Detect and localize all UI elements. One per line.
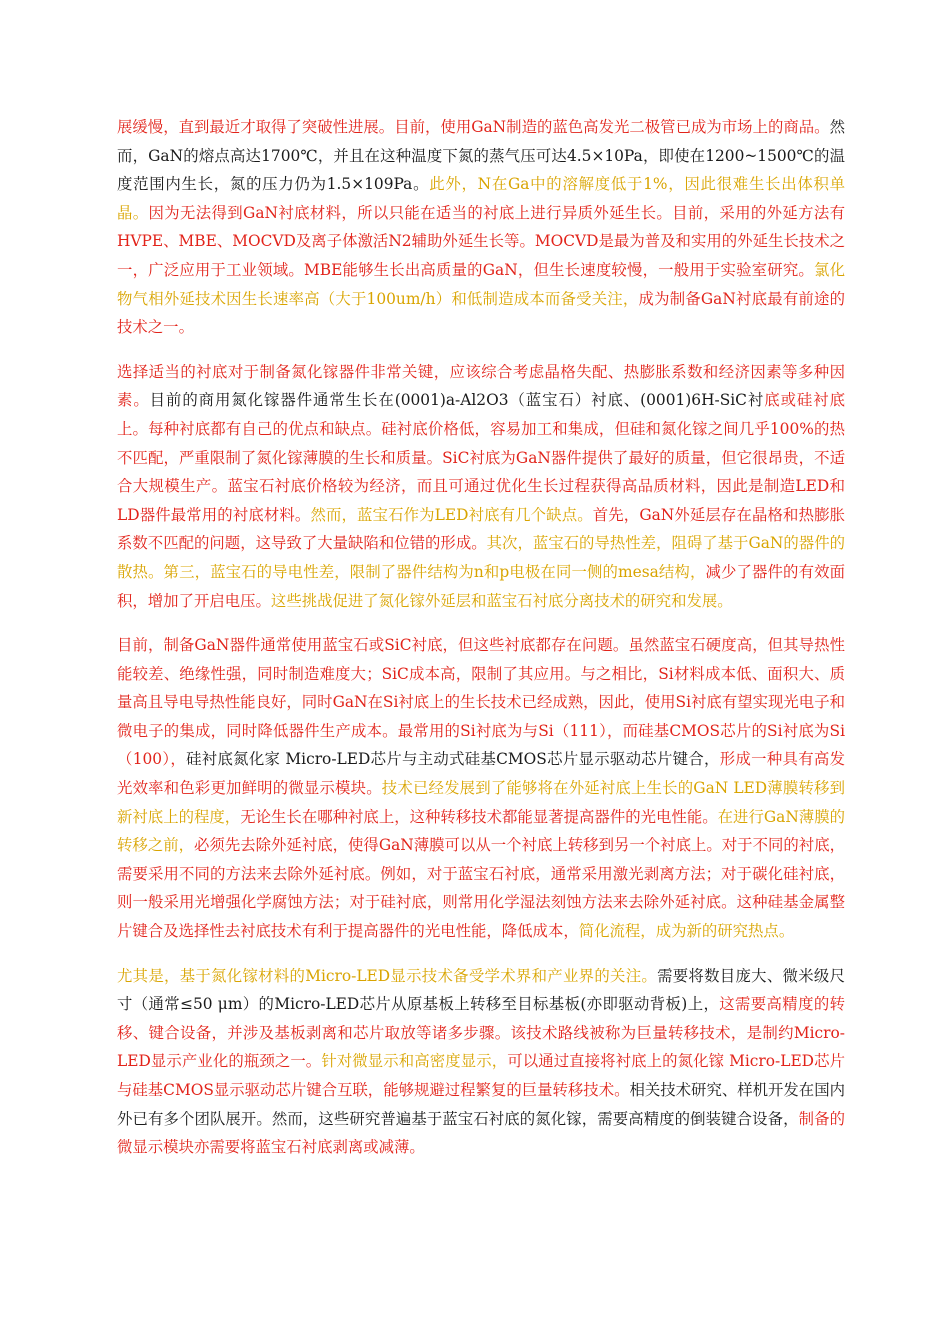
text-segment: 硅衬底氮化家 Micro-LED芯片与主动式硅基CMOS芯片显示驱动芯片键合， bbox=[186, 750, 720, 769]
text-segment: 然而，GaN的熔点高达1700℃，并且在这种温度下氮的蒸气压可达4.5×10Pa，即使在1200~1500℃的温度范围内生长，氮的压力仍为1.5×109Pa。 bbox=[117, 118, 845, 194]
text-segment: 因为无法得到GaN衬底材料，所以只能在适当的衬底上进行异质外延生长。目前，采用的外延方法有HVPE、MBE、MOCVD及离子体激活N2辅助外延生长等。MOCVD是最为普及和实用的外延生长技术之一，广泛应用于工业领域。MBE能够生长出高质量的GaN，但生长速度较慢，一般用于实验室研究。 bbox=[117, 203, 845, 279]
text-segment: 减少了器件的有效面积，增加了开启电压。 bbox=[117, 562, 845, 610]
text-segment: 其次，蓝宝石的导热性差，阻碍了基于GaN的器件的散热。第三，蓝宝石的导电性差，限制了器件结构为n和p电极在同一侧的mesa结构， bbox=[117, 534, 846, 581]
paragraph-2 bbox=[117, 358, 845, 615]
paragraph-1 bbox=[117, 113, 845, 342]
document-body bbox=[117, 113, 845, 1178]
text-segment: 目前的商用氮化镓器件通常生长在(0001)a-Al2O3（蓝宝石）衬底、(0001)6H-SiC衬 bbox=[149, 391, 765, 410]
paragraph-4 bbox=[117, 962, 845, 1162]
text-segment: 制备的微显示模块亦需要将蓝宝石衬底剥离或减薄。 bbox=[117, 1109, 845, 1157]
text-segment: 必须先去除外延衬底，使得GaN薄膜可以从一个衬底上转移到另一个衬底上。对于不同的衬底，需要采用不同的方法来去除外延衬底。例如，对于蓝宝石衬底，通常采用激光剥离方法；对于碳化硅衬底，则一般采用光增强化学腐蚀方法；对于硅衬底，则常用化学湿法刻蚀方法来去除外延衬底。这种硅基金属整片键合及选择性去衬底技术有利于提高器件的光电性能，降低成本， bbox=[117, 836, 845, 941]
text-segment: 然而，蓝宝石作为LED衬底有几个缺点。 bbox=[310, 505, 593, 524]
text-segment: 形成一种具有高发光效率和色彩更加鲜明的微显示模块。 bbox=[117, 750, 845, 798]
text-segment: 在进行GaN薄膜的转移之前， bbox=[117, 807, 845, 855]
paragraph-3 bbox=[117, 631, 845, 946]
text-segment: 需要将数目庞大、微米级尺寸（通常≤50 μm）的Micro-LED芯片从原基板上转移至目标基板(亦即驱动背板)上， bbox=[117, 966, 845, 1014]
text-segment: 此外，N在Ga中的溶解度低于1%，因此很难生长出体积单晶。 bbox=[117, 175, 846, 222]
text-segment: 底或硅衬底上。每种衬底都有自己的优点和缺点。硅衬底价格低，容易加工和集成，但硅和氮化镓之间几乎100%的热不匹配，严重限制了氮化镓薄膜的生长和质量。SiC衬底为GaN器件提供了最好的质量，但它很昂贵，不适合大规模生产。蓝宝石衬底价格较为经济，而且可通过优化生长过程获得高品质材料，因此是制造LED和LD器件最常用的衬底材料。 bbox=[117, 391, 845, 524]
text-segment: 展缓慢，直到最近才取得了突破性进展。目前，使用GaN制造的蓝色高发光二极管已成为市场上的商品。 bbox=[117, 118, 830, 136]
text-segment: 氯化物气相外延技术因生长速率高（大于100um/h）和低制造成本而备受关注， bbox=[117, 260, 845, 308]
text-segment: 相关技术研究、样机开发在国内外已有多个团队展开。然而，这些研究普遍基于蓝宝石衬底的氮化镓，需要高精度的倒装键合设备， bbox=[117, 1081, 845, 1128]
text-segment: 这些挑战促进了氮化镓外延层和蓝宝石衬底分离技术的研究和发展。 bbox=[270, 591, 733, 610]
text-segment: 尤其是，基于氮化镓材料的Micro-LED显示技术备受学术界和产业界的关注。 bbox=[117, 966, 658, 985]
text-segment: 目前，制备GaN器件通常使用蓝宝石或SiC衬底，但这些衬底都存在问题。虽然蓝宝石硬度高，但其导热性能较差、绝缘性强，同时制造难度大；SiC成本高，限制了其应用。与之相比，Si材料成本低、面积大、质量高且导电导热性能良好，同时GaN在Si衬底上的生长技术已经成熟，因此，使用Si衬底有望实现光电子和微电子的集成，同时降低器件生产成本。最常用的Si衬底为与Si（111），而硅基CMOS芯片的Si衬底为Si（100）， bbox=[117, 636, 845, 769]
text-segment: 这需要高精度的转移、键合设备，并涉及基板剥离和芯片取放等诸多步骤。该技术路线被称为巨量转移技术，是制约Micro-LED显示产业化的瓶颈之一。 bbox=[117, 995, 845, 1071]
text-segment: 成为制备GaN衬底最有前途的技术之一。 bbox=[117, 289, 846, 337]
text-segment: 可以通过直接将衬底上的氮化镓 Micro-LED芯片与硅基CMOS显示驱动芯片键合互联，能够规避过程繁复的巨量转移技术。 bbox=[117, 1052, 845, 1099]
text-segment: 首先，GaN外延层存在晶格和热膨胀系数不匹配的问题，这导致了大量缺陷和位错的形成。 bbox=[117, 505, 846, 553]
text-segment: 针对微显示和高密度显示， bbox=[321, 1052, 508, 1071]
text-segment: 无论生长在哪种衬底上，这种转移技术都能显著提高器件的光电性能。 bbox=[240, 807, 718, 826]
text-segment: 技术已经发展到了能够将在外延衬底上生长的GaN LED薄膜转移到新衬底上的程度， bbox=[117, 779, 845, 826]
text-segment: 选择适当的衬底对于制备氮化镓器件非常关键，应该综合考虑晶格失配、热膨胀系数和经济因素等多种因素。 bbox=[117, 362, 845, 410]
text-segment: 简化流程，成为新的研究热点。 bbox=[578, 922, 795, 941]
